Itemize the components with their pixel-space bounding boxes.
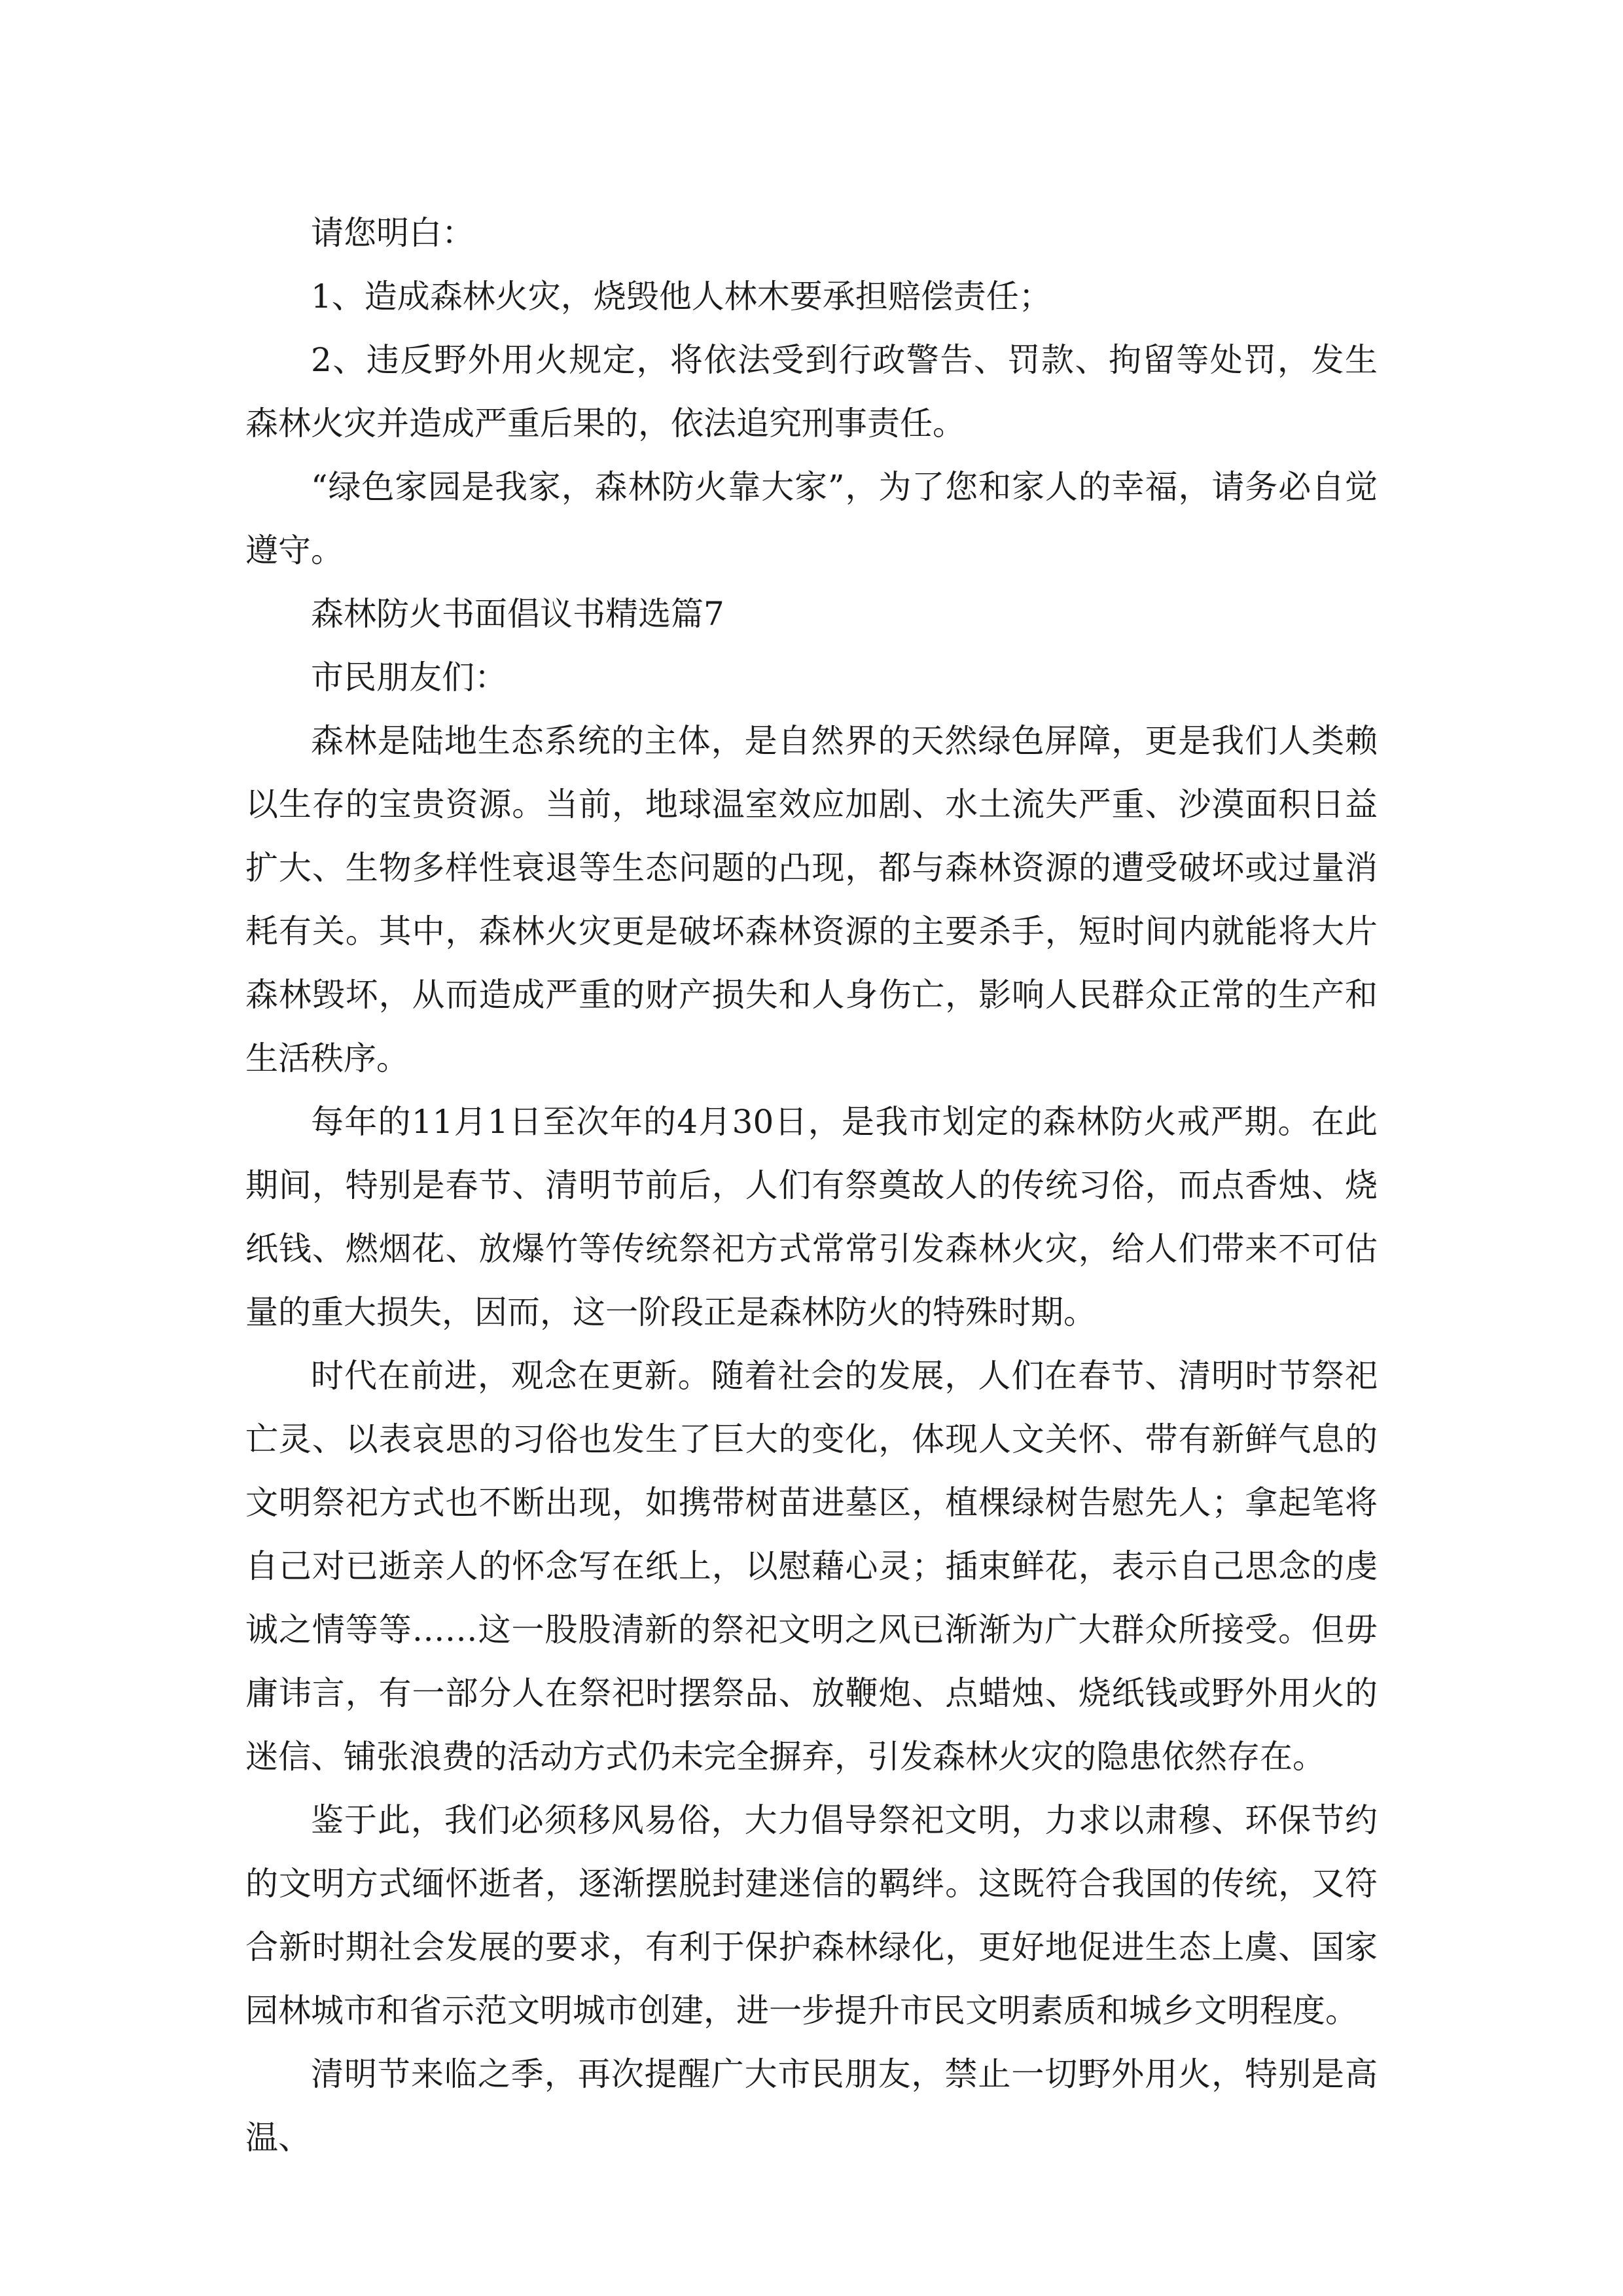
document-body [245,202,1378,2170]
paragraph-civilized-worship: 鉴于此，我们必须移风易俗，大力倡导祭祀文明，力求以肃穆、环保节约的文明方式缅怀逝者，逐渐摆脱封建迷信的羁绊。这既符合我国的传统，又符合新时期社会发展的要求，有利于保护森林绿化，更好地促进生态上虞、国家园林城市和省示范文明城市创建，进一步提升市民文明素质和城乡文明程度。 [245,1801,1378,2030]
paragraph-changing-customs: 时代在前进，观念在更新。随着社会的发展，人们在春节、清明时节祭祀亡灵、以表哀思的习俗也发生了巨大的变化，体现人文关怀、带有新鲜气息的文明祭祀方式也不断出现，如携带树苗进墓区，植棵绿树告慰先人；拿起笔将自己对已逝亲人的怀念写在纸上，以慰藉心灵；插束鲜花，表示自己思念的虔诚之情等等……这一股股清新的祭祀文明之风已渐渐为广大群众所接受。但毋庸讳言，有一部分人在祭祀时摆祭品、放鞭炮、点蜡烛、烧纸钱或野外用火的迷信、铺张浪费的活动方式仍未完全摒弃，引发森林火灾的隐患依然存在。 [245,1357,1378,1776]
paragraph-item-2: 2、违反野外用火规定，将依法受到行政警告、罚款、拘留等处罚，发生森林火灾并造成严重后果的，依法追究刑事责任。 [245,341,1378,442]
paragraph-slogan: “绿色家园是我家，森林防火靠大家”，为了您和家人的幸福，请务必自觉遵守。 [245,468,1378,569]
paragraph-intro: 请您明白： [311,214,474,252]
section-heading: 森林防火书面倡议书精选篇7 [311,595,724,633]
paragraph-reminder: 清明节来临之季，再次提醒广大市民朋友，禁止一切野外用火，特别是高温、 [245,2055,1378,2157]
paragraph-item-1: 1、造成森林火灾，烧毁他人林木要承担赔偿责任； [311,278,1052,315]
salutation: 市民朋友们： [311,658,507,696]
paragraph-fire-season: 每年的11月1日至次年的4月30日，是我市划定的森林防火戒严期。在此期间，特别是春节、清明节前后，人们有祭奠故人的传统习俗，而点香烛、烧纸钱、燃烟花、放爆竹等传统祭祀方式常常引发森林火灾，给人们带来不可估量的重大损失，因而，这一阶段正是森林防火的特殊时期。 [245,1103,1378,1331]
paragraph-forest-importance: 森林是陆地生态系统的主体，是自然界的天然绿色屏障，更是我们人类赖以生存的宝贵资源。当前，地球温室效应加剧、水土流失严重、沙漠面积日益扩大、生物多样性衰退等生态问题的凸现，都与森林资源的遭受破坏或过量消耗有关。其中，森林火灾更是破坏森林资源的主要杀手，短时间内就能将大片森林毁坏，从而造成严重的财产损失和人身伤亡，影响人民群众正常的生产和生活秩序。 [245,722,1378,1077]
